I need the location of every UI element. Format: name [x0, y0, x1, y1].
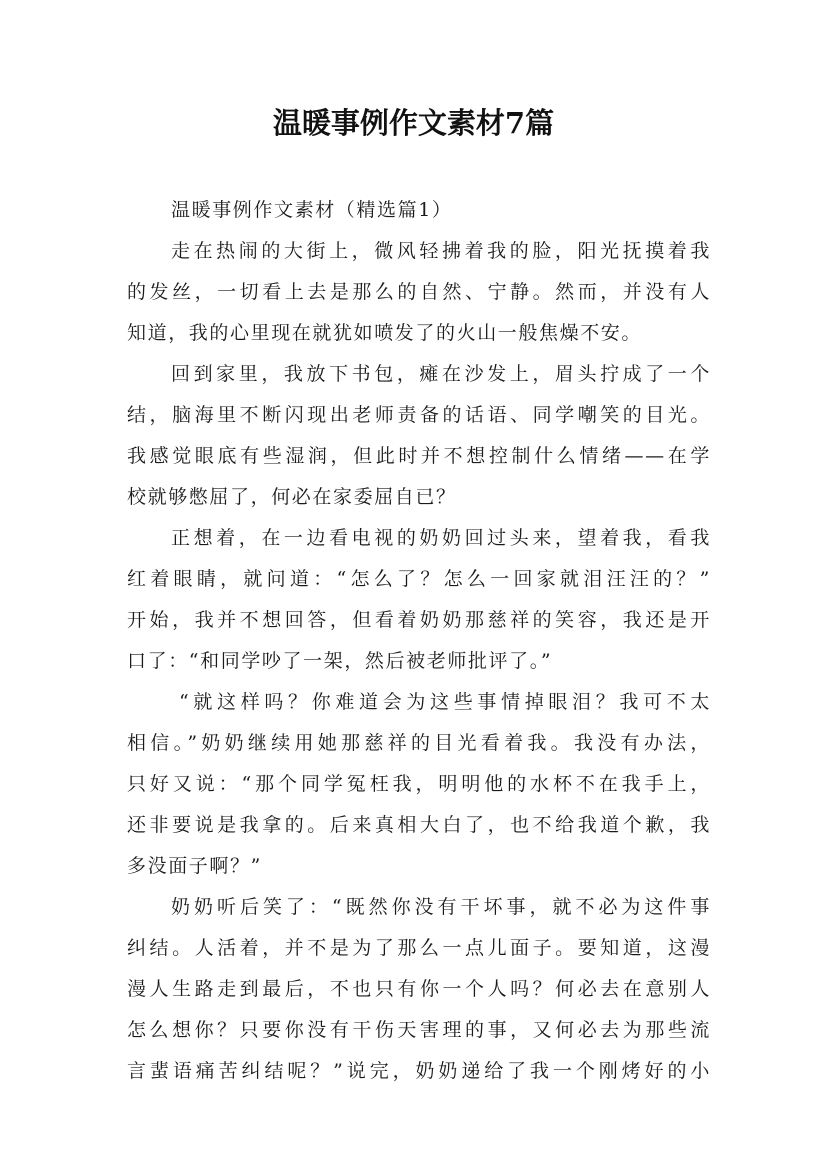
text-line: 结，脑海里不断闪现出老师责备的话语、同学嘲笑的目光。	[127, 404, 711, 426]
text-line: “就这样吗？你难道会为这些事情掉眼泪？我可不太	[179, 691, 711, 713]
text-line: 校就够憋屈了，何必在家委屈自已？	[127, 486, 457, 508]
text-line: 我感觉眼底有些湿润，但此时并不想控制什么情绪——在学	[127, 445, 711, 467]
text-line: 相信。”奶奶继续用她那慈祥的目光看着我。我没有办法，	[127, 732, 711, 754]
text-line: 奶奶听后笑了：“既然你没有干坏事，就不必为这件事	[171, 896, 711, 918]
text-line: 知道，我的心里现在就犹如喷发了的火山一般焦燥不安。	[127, 322, 643, 344]
text-line: 的发丝，一切看上去是那么的自然、宁静。然而，并没有人	[127, 281, 711, 303]
text-line: 多没面子啊？”	[127, 855, 262, 877]
text-line: 走在热闹的大街上，微风轻拂着我的脸，阳光抚摸着我	[171, 240, 711, 262]
text-line: 漫人生路走到最后，不也只有你一个人吗？何必去在意别人	[127, 978, 711, 1000]
text-line: 怎么想你？只要你没有干伤天害理的事，又何必去为那些流	[127, 1019, 711, 1041]
text-line: 回到家里，我放下书包，瘫在沙发上，眉头拧成了一个	[171, 363, 711, 385]
document-body	[127, 190, 711, 1092]
text-line: 言蜚语痛苦纠结呢？”说完，奶奶递给了我一个刚烤好的小	[127, 1060, 711, 1082]
text-line: 只好又说：“那个同学冤枉我，明明他的水杯不在我手上，	[127, 773, 711, 795]
document-title: 温暖事例作文素材7篇	[272, 106, 555, 140]
text-line: 开始，我并不想回答，但看着奶奶那慈祥的笑容，我还是开	[127, 609, 711, 631]
text-line: 纠结。人活着，并不是为了那么一点儿面子。要知道，这漫	[127, 937, 711, 959]
text-line: 温暖事例作文素材（精选篇1）	[171, 199, 453, 221]
text-line: 口了：“和同学吵了一架，然后被老师批评了。”	[127, 650, 553, 672]
text-line: 红着眼睛，就问道：“怎么了？怎么一回家就泪汪汪的？”	[127, 568, 711, 590]
text-line: 正想着，在一边看电视的奶奶回过头来，望着我，看我	[171, 527, 711, 549]
text-line: 还非要说是我拿的。后来真相大白了，也不给我道个歉，我	[127, 814, 711, 836]
